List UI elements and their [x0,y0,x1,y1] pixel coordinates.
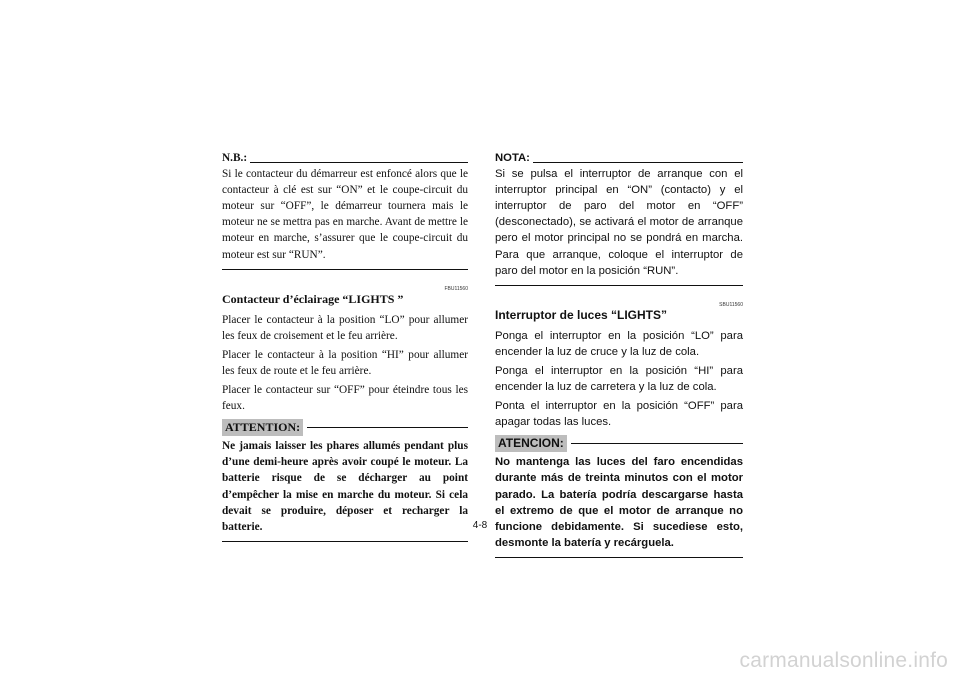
note-end-rule [222,269,468,270]
spanish-column [495,150,743,558]
paragraph: Placer le contacteur à la position “HI” pour allumer les feux de route et le feu arrière. [222,348,468,377]
paragraph: Ponga el interruptor en la posición “HI” para encender la luz de carretera y la luz de cola. [495,364,743,394]
warning-label: ATTENTION: [222,419,303,436]
note-text: Si le contacteur du démarreur est enfoncé alors que le contacteur à clé est sur “ON” et le coupe-circuit du moteur sur “OFF”, le démarreur tournera mais le moteur ne se mettra pas en marche. Avant de mettre le moteur en marche, s’assurer que le coupe-circuit du moteur est sur “RUN”. [222,168,468,261]
warning-text: No mantenga las luces del faro encendidas durante más de treinta minutos con el motor parado. La batería podría descargarse hasta el extremo de que el motor de arranque no funcione debidamente. Si sucediese esto, desmonte la batería y recárguela. [495,456,743,549]
warning-text: Ne jamais laisser les phares allumés pendant plus d’une demi-heure après avoir coupé le moteur. La batterie risque de se décharger au point d’empêcher la mise en marche du moteur. Si cela devait se produire, déposer et recharger la batterie. [222,440,468,533]
paragraph: Ponga el interruptor en la posición “LO” para encender la luz de cruce y la luz de cola. [495,329,743,358]
watermark: carmanualsonline.info [739,649,948,672]
warning-label: ATENCION: [495,435,567,452]
note-label: NOTA: [495,152,530,164]
paragraph: Placer le contacteur à la position “LO” pour allumer les feux de croisement et le feu arrière. [222,313,468,342]
warning-heading [222,419,468,436]
note-rule [250,162,468,163]
note-label: N.B.: [222,152,248,164]
note-heading [222,150,468,166]
warning-end-rule [495,557,743,558]
page-number: 4-8 [472,520,488,531]
section-title: Interruptor de luces “LIGHTS” [495,307,668,322]
section-title: Contacteur d’éclairage “LIGHTS ” [222,291,404,306]
french-column [222,150,468,542]
warning-end-rule [222,541,468,542]
note-heading [495,150,743,166]
warning-heading [495,435,743,452]
paragraph: Ponta el interruptor en la posición “OFF” para apagar todas las luces. [495,400,743,429]
warning-rule [571,443,743,444]
note-text: Si se pulsa el interruptor de arranque con el interruptor principal en “ON” (contacto) y el interruptor de paro del motor en “OFF” (desconectado), se activará el motor de arranque pero el motor principal no se pondrá en marcha. Para que arranque, coloque el interruptor de paro del motor en la posición “RUN”. [495,168,743,277]
note-end-rule [495,285,743,286]
note-rule [533,162,743,163]
section-code: SBU11560 [719,301,743,308]
paragraph: Placer le contacteur sur “OFF” pour éteindre tous les feux. [222,384,468,413]
warning-rule [307,427,468,428]
section-code: FBU11560 [444,285,468,292]
